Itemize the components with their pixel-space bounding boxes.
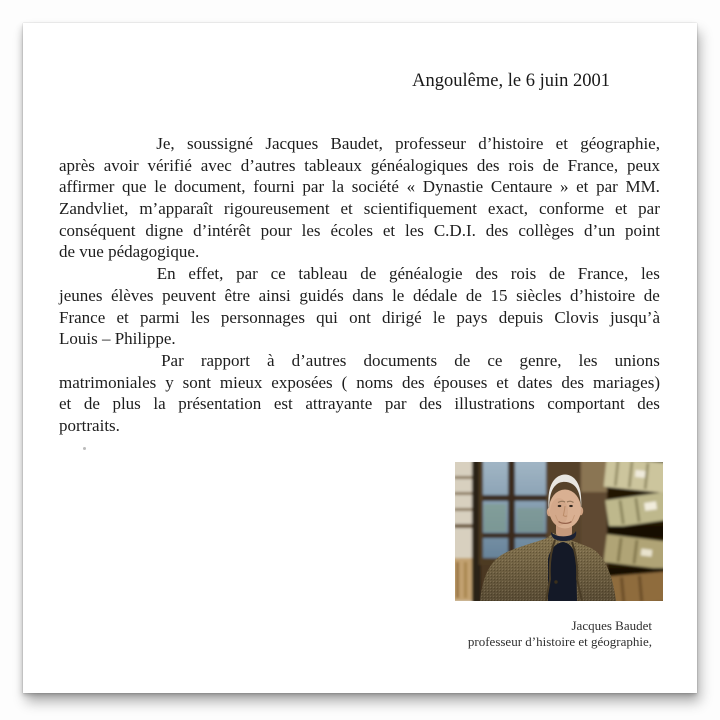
letter-line: Par rapport à d’autres documents de ce genre, les unions: [161, 350, 660, 370]
letter-line: Louis – Philippe.: [59, 329, 176, 349]
portrait-photo: [455, 462, 663, 601]
scan-artifact-dot: [83, 447, 86, 450]
letter-line: après avoir vérifié avec d’autres tableaux généalogiques des rois de France, peux: [59, 155, 660, 175]
letter-line: France et parmi les personnages qui ont dirigé le pays depuis Clovis jusqu’à: [59, 307, 660, 327]
letter-paragraph-3: [59, 350, 660, 437]
letter-line: de vue pédagogique.: [59, 242, 200, 262]
letter-paragraph-1: [59, 133, 660, 263]
letter-line: et de plus la présentation est attrayante par des illustrations comportant des: [59, 394, 660, 414]
letter-page: [23, 23, 697, 693]
letter-line: En effet, par ce tableau de généalogie des rois de France, les: [156, 264, 660, 284]
letter-body: [59, 133, 660, 437]
dateline: Angoulême, le 6 juin 2001: [412, 71, 610, 91]
letter-line: matrimoniales y sont mieux exposées ( noms des épouses et dates des mariages): [59, 372, 660, 392]
portrait-photo-illustration: [455, 462, 663, 601]
letter-line: conséquent digne d’intérêt pour les écoles et les C.D.I. des collèges d’un point: [59, 220, 660, 240]
letter-line: Zandvliet, m’apparaît rigoureusement et scientifiquement exact, conforme et par: [59, 199, 660, 219]
signature-name: Jacques Baudet: [571, 618, 652, 633]
letter-line: portraits.: [59, 415, 120, 435]
letter-line: Je, soussigné Jacques Baudet, professeur d’histoire et géographie,: [156, 134, 660, 153]
signature-block: [468, 618, 652, 650]
letter-paragraph-2: [59, 263, 660, 350]
letter-line: jeunes élèves peuvent être ainsi guidés dans le dédale de 15 siècles d’histoire de: [59, 285, 660, 305]
signature-title: professeur d’histoire et géographie,: [467, 634, 652, 649]
letter-line: affirmer que le document, fourni par la société « Dynastie Centaure » et par MM.: [59, 177, 660, 197]
